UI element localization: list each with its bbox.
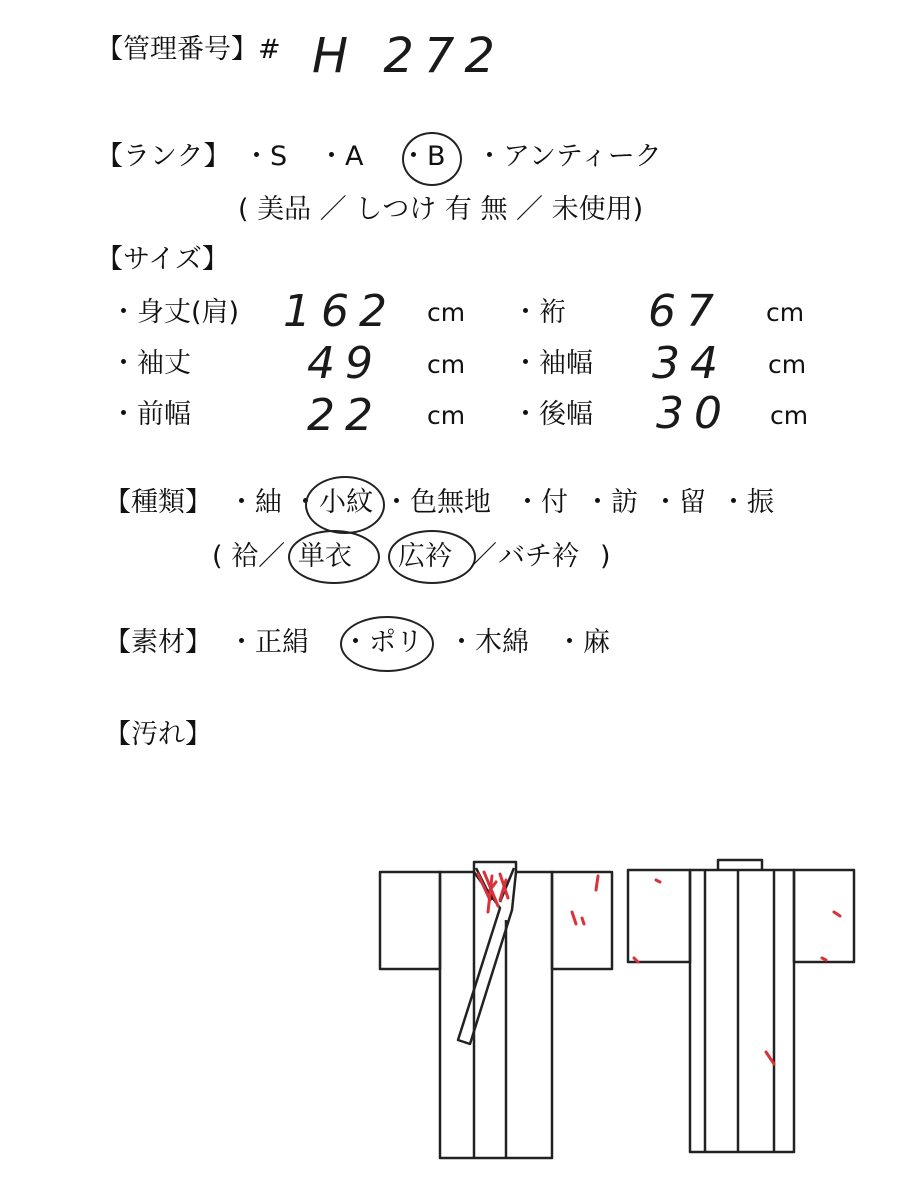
- size-front-width-label: ・前幅: [110, 399, 191, 430]
- size-length-unit: cm: [427, 298, 466, 327]
- size-length-value: 162: [283, 286, 397, 337]
- type-label: 【種類】: [104, 487, 212, 518]
- type-option-komon: ・小紋: [292, 487, 373, 518]
- size-yuki-unit: cm: [766, 298, 805, 327]
- size-sleeve-width-value: 34: [652, 338, 728, 389]
- type-option-tsuke: ・付: [514, 487, 568, 518]
- management-number: H 272: [312, 28, 505, 84]
- size-length-label: ・身丈(肩): [110, 297, 240, 328]
- type-sub-close: ): [600, 541, 611, 572]
- size-label: 【サイズ】: [96, 244, 229, 275]
- size-sleeve-width-unit: cm: [768, 350, 807, 379]
- stain-label: 【汚れ】: [104, 719, 212, 750]
- type-sub-hitoe: 単衣: [298, 541, 352, 572]
- size-yuki-value: 67: [648, 286, 724, 337]
- type-option-furi: ・振: [720, 487, 774, 518]
- management-hash: #: [258, 34, 281, 65]
- material-option-hemp: ・麻: [556, 627, 610, 658]
- size-back-width-unit: cm: [770, 401, 809, 430]
- type-sub-hiroeri: 広衿: [398, 541, 452, 572]
- type-sub-open: ( 袷／: [212, 541, 286, 572]
- rank-option-a: ・A: [318, 141, 364, 172]
- material-label: 【素材】: [104, 627, 212, 658]
- size-sleeve-width-label: ・袖幅: [512, 348, 593, 379]
- kimono-front-view: [380, 862, 612, 1158]
- type-option-homon: ・訪: [584, 487, 638, 518]
- kimono-back-view: [628, 860, 854, 1152]
- size-yuki-label: ・裄: [512, 297, 566, 328]
- rank-label: 【ランク】: [96, 141, 231, 172]
- type-sub-bachieri: バチ衿: [498, 541, 579, 572]
- size-sleeve-length-unit: cm: [427, 350, 466, 379]
- size-back-width-value: 30: [656, 388, 732, 439]
- type-option-tsumugi: ・紬: [228, 487, 282, 518]
- type-sub-sep: ／: [470, 541, 497, 572]
- size-front-width-value: 22: [307, 390, 383, 441]
- size-sleeve-length-label: ・袖丈: [110, 348, 191, 379]
- type-option-tome: ・留: [652, 487, 706, 518]
- size-front-width-unit: cm: [427, 401, 466, 430]
- material-option-silk: ・正絹: [228, 627, 309, 658]
- size-back-width-label: ・後幅: [512, 399, 593, 430]
- type-option-iromuji: ・色無地: [383, 487, 491, 518]
- material-option-poly: ・ポリ: [342, 627, 423, 658]
- size-sleeve-length-value: 49: [307, 338, 383, 389]
- stain-marks: [478, 872, 840, 1064]
- rank-option-antique: ・アンティーク: [476, 141, 662, 172]
- rank-condition-note: ( 美品 ／ しつけ 有 無 ／ 未使用): [238, 194, 644, 225]
- management-label: 【管理番号】: [96, 34, 258, 65]
- rank-option-b: ・B: [400, 141, 446, 172]
- material-option-cotton: ・木綿: [448, 627, 529, 658]
- rank-option-s: ・S: [243, 141, 288, 172]
